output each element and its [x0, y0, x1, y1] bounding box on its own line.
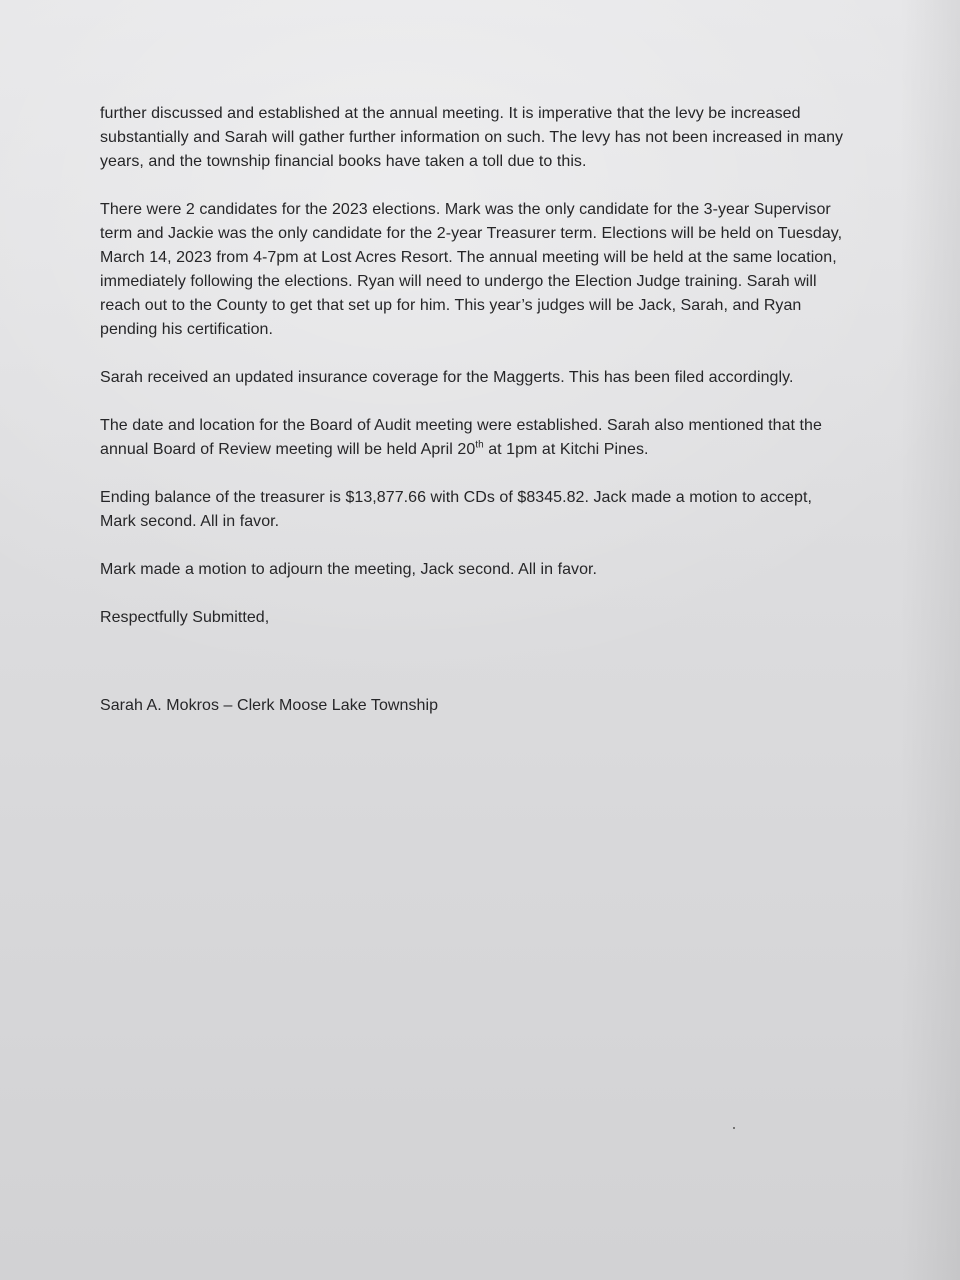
paragraph-insurance: Sarah received an updated insurance coverage for the Maggerts. This has been filed accordingly. — [100, 369, 794, 386]
meeting-minutes-body — [100, 102, 900, 742]
signature-line: Sarah A. Mokros – Clerk Moose Lake Township — [100, 697, 439, 714]
paragraph-levy: further discussed and established at the annual meeting. It is imperative that the levy be increased substantially and Sarah will gather further information on such. The levy has not been increased in many years, and the township financial books have taken a toll due to this. — [100, 105, 844, 170]
paper-shadow — [900, 0, 960, 1280]
board-review-line-end: at 1pm at Kitchi Pines. — [483, 441, 649, 458]
paragraph-treasurer-balance: Ending balance of the treasurer is $13,877.66 with CDs of $8345.82. Jack made a motion to accept, Mark second. All in favor. — [100, 489, 812, 530]
paragraph-board-meetings — [100, 414, 900, 462]
ordinal-suffix: th — [475, 439, 484, 451]
signature-space — [100, 654, 900, 694]
paragraph-elections: There were 2 candidates for the 2023 elections. Mark was the only candidate for the 3-year Supervisor term and Jackie was the only candidate for the 2-year Treasurer term. Elections will be held on Tuesday, March 14, 2023 from 4-7pm at Lost Acres Resort. The annual meeting will be held at the same location, immediately following the elections. Ryan will need to undergo the Election Judge training. Sarah will reach out to the County to get that set up for him. This year’s judges will be Jack, Sarah, and Ryan pending his certification. — [100, 201, 843, 338]
closing-line: Respectfully Submitted, — [100, 609, 270, 626]
board-review-line-start: annual Board of Review meeting will be held April 20 — [100, 441, 476, 458]
board-audit-line: The date and location for the Board of Audit meeting were established. Sarah also mentioned that the — [100, 417, 822, 434]
paper-speck — [733, 1127, 735, 1129]
paragraph-adjourn: Mark made a motion to adjourn the meeting, Jack second. All in favor. — [100, 561, 598, 578]
